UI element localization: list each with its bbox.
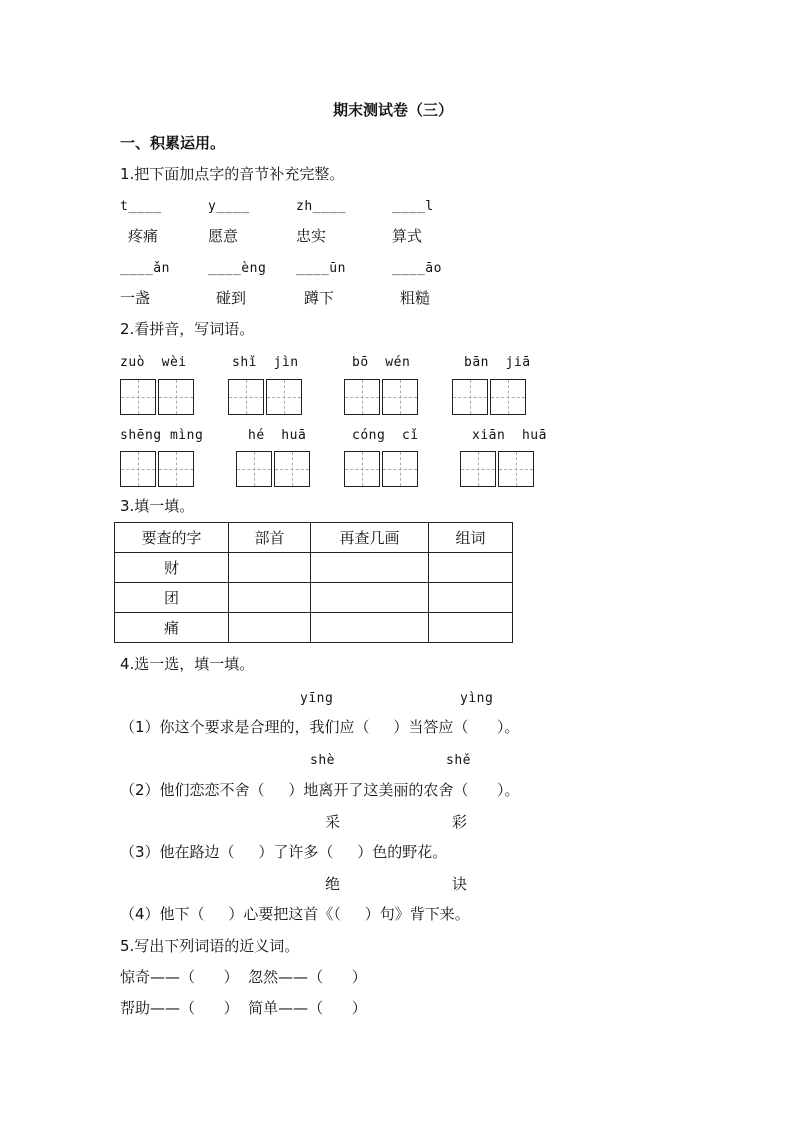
q3-prompt: 3.填一填。 bbox=[120, 497, 195, 515]
q5-line: 惊奇——（ ） 忽然——（ ） bbox=[120, 968, 367, 986]
q1-word: 碰到 bbox=[216, 289, 247, 307]
writing-box[interactable] bbox=[460, 451, 496, 487]
writing-box[interactable] bbox=[120, 379, 156, 415]
q5-prompt: 5.写出下列词语的近义词。 bbox=[120, 937, 300, 955]
q4-option: yīng bbox=[300, 691, 334, 706]
q1-pinyin: ____ūn bbox=[296, 261, 346, 276]
table-cell-blank[interactable] bbox=[311, 553, 429, 583]
writing-box[interactable] bbox=[236, 451, 272, 487]
table-cell-char: 痛 bbox=[115, 613, 229, 643]
q4-option: yìng bbox=[460, 691, 494, 706]
character-table bbox=[114, 522, 513, 643]
q4-option: 采 bbox=[325, 813, 341, 831]
writing-box[interactable] bbox=[382, 379, 418, 415]
page-title: 期末测试卷（三） bbox=[333, 101, 454, 119]
table-row bbox=[115, 583, 513, 613]
q2-pinyin: shēng mìng bbox=[120, 428, 204, 443]
writing-box[interactable] bbox=[382, 451, 418, 487]
q4-option: 彩 bbox=[452, 813, 468, 831]
table-header: 部首 bbox=[229, 523, 311, 553]
q2-pinyin: hé huā bbox=[248, 428, 307, 443]
q4-option: shě bbox=[446, 753, 471, 768]
table-cell-blank[interactable] bbox=[229, 583, 311, 613]
table-row bbox=[115, 553, 513, 583]
q1-word: 愿意 bbox=[208, 227, 239, 245]
q4-sentence: （2）他们恋恋不舍（ ）地离开了这美丽的农舍（ ）。 bbox=[120, 781, 520, 799]
writing-box[interactable] bbox=[490, 379, 526, 415]
q4-option: 诀 bbox=[452, 875, 468, 893]
table-cell-blank[interactable] bbox=[311, 583, 429, 613]
table-cell-blank[interactable] bbox=[429, 553, 513, 583]
table-cell-blank[interactable] bbox=[229, 553, 311, 583]
writing-box[interactable] bbox=[228, 379, 264, 415]
q4-sentence: （4）他下（ ）心要把这首《（ ）句》背下来。 bbox=[120, 905, 470, 923]
table-cell-blank[interactable] bbox=[229, 613, 311, 643]
q2-pinyin: zuò wèi bbox=[120, 355, 187, 370]
q1-word: 蹲下 bbox=[304, 289, 335, 307]
table-cell-blank[interactable] bbox=[311, 613, 429, 643]
q2-pinyin: xiān huā bbox=[472, 428, 547, 443]
q1-pinyin: y____ bbox=[208, 199, 250, 214]
q2-pinyin: cóng cǐ bbox=[352, 428, 419, 443]
q1-word: 粗糙 bbox=[400, 289, 431, 307]
q4-prompt: 4.选一选，填一填。 bbox=[120, 655, 255, 673]
writing-box[interactable] bbox=[266, 379, 302, 415]
q1-word: 一盏 bbox=[120, 289, 151, 307]
table-header-row bbox=[115, 523, 513, 553]
table-row bbox=[115, 613, 513, 643]
writing-box[interactable] bbox=[274, 451, 310, 487]
q2-pinyin: bān jiā bbox=[464, 355, 531, 370]
writing-box[interactable] bbox=[158, 451, 194, 487]
table-header: 再查几画 bbox=[311, 523, 429, 553]
table-header: 要查的字 bbox=[115, 523, 229, 553]
q2-pinyin: bō wén bbox=[352, 355, 411, 370]
q1-pinyin: t____ bbox=[120, 199, 162, 214]
q5-line: 帮助——（ ） 简单——（ ） bbox=[120, 999, 367, 1017]
q1-pinyin: ____ǎn bbox=[120, 261, 170, 276]
writing-box[interactable] bbox=[344, 379, 380, 415]
table-cell-char: 财 bbox=[115, 553, 229, 583]
writing-box[interactable] bbox=[498, 451, 534, 487]
q1-pinyin: zh____ bbox=[296, 199, 346, 214]
writing-box[interactable] bbox=[344, 451, 380, 487]
table-cell-char: 团 bbox=[115, 583, 229, 613]
table-header: 组词 bbox=[429, 523, 513, 553]
q1-word: 疼痛 bbox=[128, 227, 159, 245]
writing-box[interactable] bbox=[158, 379, 194, 415]
q4-option: shè bbox=[310, 753, 335, 768]
q1-prompt: 1.把下面加点字的音节补充完整。 bbox=[120, 165, 345, 183]
q1-pinyin: ____èng bbox=[208, 261, 267, 276]
q4-option: 绝 bbox=[325, 875, 341, 893]
table-cell-blank[interactable] bbox=[429, 583, 513, 613]
writing-box[interactable] bbox=[120, 451, 156, 487]
q4-sentence: （1）你这个要求是合理的，我们应（ ）当答应（ ）。 bbox=[120, 718, 520, 736]
q4-sentence: （3）他在路边（ ）了许多（ ）色的野花。 bbox=[120, 843, 448, 861]
section-heading-1: 一、积累运用。 bbox=[120, 134, 226, 152]
table-cell-blank[interactable] bbox=[429, 613, 513, 643]
q1-pinyin: ____l bbox=[392, 199, 434, 214]
q2-prompt: 2.看拼音，写词语。 bbox=[120, 320, 255, 338]
q1-word: 算式 bbox=[392, 227, 423, 245]
writing-box[interactable] bbox=[452, 379, 488, 415]
q2-pinyin: shǐ jìn bbox=[232, 355, 299, 370]
q1-word: 忠实 bbox=[296, 227, 327, 245]
q1-pinyin: ____āo bbox=[392, 261, 442, 276]
